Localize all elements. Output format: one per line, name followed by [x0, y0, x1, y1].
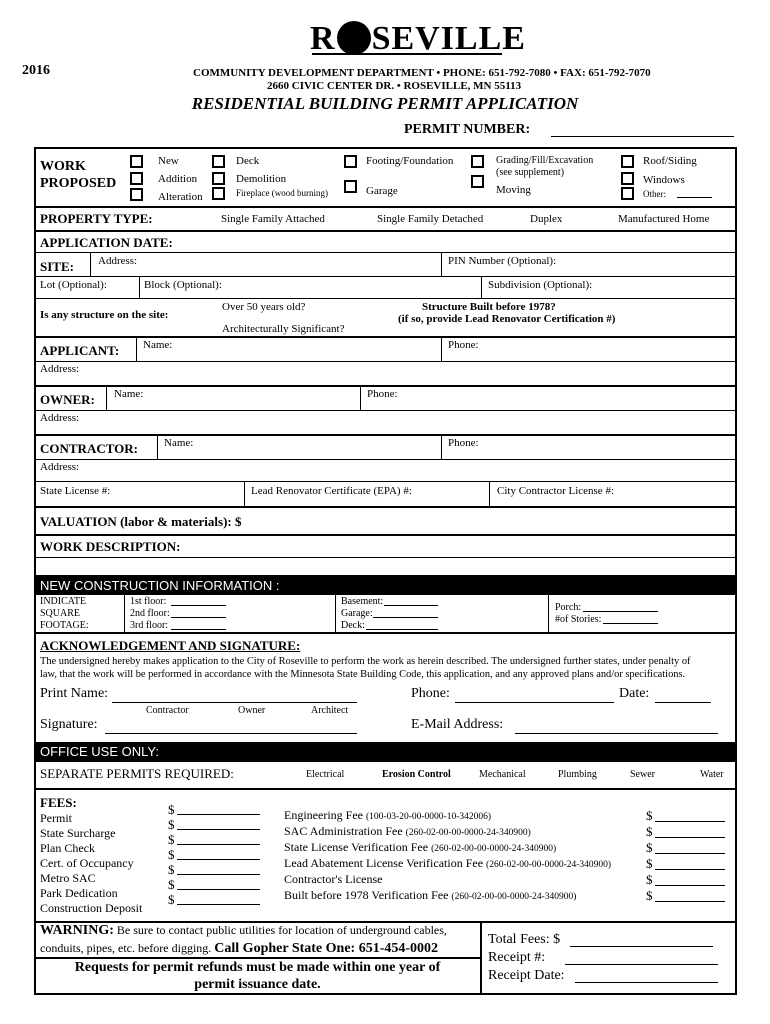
garage-label: Garage: [341, 608, 373, 619]
divider [34, 410, 737, 411]
stories-field[interactable] [603, 623, 658, 624]
roof-checkbox[interactable] [621, 155, 634, 168]
fee-dollar: $ [646, 872, 653, 887]
role-architect[interactable]: Architect [311, 705, 349, 716]
divider [139, 276, 140, 298]
divider [34, 534, 737, 536]
application-date-label: APPLICATION DATE: [40, 235, 173, 250]
architectural-question[interactable]: Architecturally Significant? [222, 323, 345, 335]
print-name-label: Print Name: [40, 686, 109, 701]
fee-item-code: (260-02-00-00-0000-24-340900) [431, 844, 557, 854]
divider [34, 206, 737, 208]
porch-label: Porch: [555, 602, 582, 613]
email-field[interactable] [515, 733, 718, 734]
fee-item-name: Contractor's License [284, 872, 383, 886]
logo-underline [312, 53, 502, 55]
fee-amount-field[interactable] [177, 859, 260, 860]
fee-item-name: Lead Abatement License Verification Fee [284, 856, 484, 870]
fee-dollar: $ [168, 877, 175, 892]
fee-item-code: (260-02-00-00-0000-24-340900) [486, 860, 612, 870]
site-address-field[interactable]: Address: [98, 255, 138, 267]
subdivision-field[interactable]: Subdivision (Optional): [488, 279, 593, 291]
property-duplex[interactable]: Duplex [530, 213, 563, 225]
pin-field[interactable]: PIN Number (Optional): [448, 255, 557, 267]
fee-dollar: $ [646, 856, 653, 871]
divider [90, 252, 91, 276]
deck-field[interactable] [366, 629, 438, 630]
garage-checkbox[interactable] [344, 180, 357, 193]
rose-icon [337, 21, 371, 55]
fee-dollar: $ [168, 832, 175, 847]
acknowledgement-text-1: The undersigned hereby makes application to the City of Roseville to perform the work as herein described. The undersigned further states, under penalty of [40, 656, 691, 667]
divider [124, 595, 125, 632]
fee-amount-field[interactable] [177, 874, 260, 875]
site-label: SITE: [40, 259, 74, 274]
property-manufactured[interactable]: Manufactured Home [618, 213, 710, 225]
acknowledgement-text-2: law, that the work will be performed in accordance with the Minnesota State Building Code, this application, and any approved plans and/or specifications. [40, 669, 686, 680]
divider [34, 557, 737, 558]
option-grading-note: (see supplement) [496, 167, 565, 178]
contractor-address-field[interactable]: Address: [40, 461, 80, 473]
logo-prefix: R [310, 20, 336, 57]
date-label: Date: [619, 686, 650, 701]
option-roof: Roof/Siding [643, 155, 697, 167]
fee-dollar: $ [646, 888, 653, 903]
grading-checkbox[interactable] [471, 155, 484, 168]
divider [244, 481, 245, 506]
warning-label: WARNING: [40, 923, 114, 938]
permit-water[interactable]: Water [700, 769, 724, 780]
alteration-checkbox[interactable] [130, 188, 143, 201]
state-license-field[interactable]: State License #: [40, 485, 111, 497]
fee-amount-field[interactable] [655, 853, 725, 854]
fee-item [284, 840, 556, 855]
property-type-label: PROPERTY TYPE: [40, 211, 153, 226]
receipt-date-label: Receipt Date: [488, 968, 565, 983]
divider [481, 276, 482, 298]
city-license-field[interactable]: City Contractor License #: [497, 485, 614, 497]
fee-dollar: $ [168, 862, 175, 877]
fee-amount-field[interactable] [177, 814, 260, 815]
structure-question: Is any structure on the site: [40, 309, 169, 321]
applicant-label: APPLICANT: [40, 343, 120, 358]
divider [136, 336, 137, 361]
fee-label: Construction Deposit [40, 901, 143, 915]
option-deck: Deck [236, 155, 260, 167]
fee-dollar: $ [646, 824, 653, 839]
owner-name-field[interactable]: Name: [114, 388, 144, 400]
fee-item-name: Engineering Fee [284, 808, 363, 822]
fee-dollar: $ [168, 892, 175, 907]
basement-field[interactable] [384, 605, 438, 606]
deck-label: Deck: [341, 620, 365, 631]
signature-field[interactable] [105, 733, 357, 734]
divider [548, 595, 549, 632]
logo-suffix: SEVILLE [371, 20, 526, 57]
work-label-1: WORK [40, 159, 86, 174]
refund-notice-1: Requests for permit refunds must be made within one year of [74, 960, 441, 975]
fee-amount-field[interactable] [655, 901, 725, 902]
fee-item-name: SAC Administration Fee [284, 824, 403, 838]
total-fees-field[interactable] [570, 946, 713, 947]
divider [34, 361, 737, 362]
garage-field[interactable] [373, 617, 438, 618]
third-floor-field[interactable] [171, 629, 226, 630]
fee-amount-field[interactable] [177, 889, 260, 890]
acknowledgement-header: ACKNOWLEDGEMENT AND SIGNATURE: [40, 638, 301, 653]
second-floor-label: 2nd floor: [130, 608, 170, 619]
role-owner[interactable]: Owner [238, 705, 266, 716]
contractor-label: CONTRACTOR: [40, 441, 138, 456]
contractor-name-field[interactable]: Name: [164, 437, 194, 449]
fee-item [284, 888, 576, 903]
footing-checkbox[interactable] [344, 155, 357, 168]
refund-notice-2: permit issuance date. [194, 977, 321, 992]
option-addition: Addition [158, 173, 198, 185]
new-checkbox[interactable] [130, 155, 143, 168]
other-field[interactable] [677, 197, 712, 198]
windows-checkbox[interactable] [621, 172, 634, 185]
dept-line: COMMUNITY DEVELOPMENT DEPARTMENT • PHONE: 651-792-7080 • FAX: 651-792-7070 [193, 67, 651, 79]
addition-checkbox[interactable] [130, 172, 143, 185]
basement-label: Basement: [341, 596, 384, 607]
valuation-label[interactable]: VALUATION (labor & materials): $ [40, 514, 242, 529]
other-checkbox[interactable] [621, 187, 634, 200]
divider [34, 252, 737, 253]
fee-label: Plan Check [40, 841, 95, 855]
permit-number-label: PERMIT NUMBER: [404, 122, 531, 137]
print-name-field[interactable] [112, 702, 357, 703]
contractor-phone-field[interactable]: Phone: [448, 437, 479, 449]
indicate-1: INDICATE [40, 596, 87, 607]
total-fees-label: Total Fees: $ [488, 932, 561, 947]
fee-dollar: $ [168, 802, 175, 817]
fee-amount-field[interactable] [177, 844, 260, 845]
divider [106, 385, 107, 410]
divider [360, 385, 361, 410]
divider [34, 481, 737, 482]
email-label: E-Mail Address: [411, 717, 504, 732]
option-moving: Moving [496, 184, 531, 196]
fee-amount-field[interactable] [655, 821, 725, 822]
permit-erosion[interactable]: Erosion Control [382, 769, 451, 780]
option-new: New [158, 155, 179, 167]
option-fireplace: Fireplace (wood burning) [236, 188, 328, 198]
permit-number-field[interactable] [551, 136, 734, 137]
separate-permits-label: SEPARATE PERMITS REQUIRED: [40, 766, 234, 781]
option-other: Other: [643, 189, 666, 199]
lead-cert-field[interactable]: Lead Renovator Certificate (EPA) #: [251, 485, 412, 497]
option-alteration: Alteration [158, 191, 203, 203]
divider [34, 434, 737, 436]
divider [34, 957, 481, 959]
divider [34, 506, 737, 508]
third-floor-label: 3rd floor: [130, 620, 169, 631]
moving-checkbox[interactable] [471, 175, 484, 188]
fees-label: FEES: [40, 795, 77, 810]
gopher-state-call: Call Gopher State One: 651-454-0002 [214, 941, 439, 956]
lot-field[interactable]: Lot (Optional): [40, 279, 107, 291]
permit-sewer[interactable]: Sewer [630, 769, 655, 780]
first-floor-label: 1st floor: [130, 596, 167, 607]
fee-dollar: $ [168, 817, 175, 832]
divider [34, 385, 737, 387]
receipt-field[interactable] [565, 964, 718, 965]
option-demolition: Demolition [236, 173, 287, 185]
divider [34, 459, 737, 460]
stories-label: #of Stories: [555, 614, 602, 625]
built-before-note: (if so, provide Lead Renovator Certification #) [398, 313, 616, 325]
permit-electrical[interactable]: Electrical [306, 769, 345, 780]
divider [34, 230, 737, 232]
porch-field[interactable] [583, 611, 658, 612]
phone-field[interactable] [455, 702, 614, 703]
property-sfa[interactable]: Single Family Attached [221, 213, 325, 225]
applicant-name-field[interactable]: Name: [143, 339, 173, 351]
phone-label: Phone: [411, 686, 450, 701]
warning-body: Be sure to contact public utilities for location of underground cables, [113, 923, 447, 937]
fee-label: Park Dedication [40, 886, 118, 900]
role-contractor[interactable]: Contractor [146, 705, 189, 716]
divider [441, 336, 442, 361]
address-line: 2660 CIVIC CENTER DR. • ROSEVILLE, MN 55113 [267, 80, 522, 92]
receipt-label: Receipt #: [488, 950, 546, 965]
permit-plumbing[interactable]: Plumbing [558, 769, 597, 780]
divider [441, 252, 442, 276]
fee-label: State Surcharge [40, 826, 116, 840]
work-label-2: PROPOSED [40, 176, 117, 191]
office-use-header: OFFICE USE ONLY: [34, 742, 737, 762]
divider [34, 632, 737, 634]
form-year: 2016 [22, 63, 50, 78]
fee-item-code: (100-03-20-00-0000-10-342006) [365, 812, 492, 822]
fee-item [284, 872, 382, 887]
owner-address-field[interactable]: Address: [40, 412, 80, 424]
divider [441, 434, 442, 459]
over50-question[interactable]: Over 50 years old? [222, 301, 306, 313]
applicant-phone-field[interactable]: Phone: [448, 339, 479, 351]
option-garage: Garage [366, 185, 398, 197]
date-field[interactable] [655, 702, 711, 703]
fee-dollar: $ [646, 808, 653, 823]
divider [34, 298, 737, 299]
divider [34, 336, 737, 338]
option-windows: Windows [643, 174, 685, 186]
property-sfd[interactable]: Single Family Detached [377, 213, 484, 225]
option-footing: Footing/Foundation [366, 155, 454, 167]
fee-amount-field[interactable] [177, 904, 260, 905]
fee-label: Permit [40, 811, 72, 825]
fee-item-name: State License Verification Fee [284, 840, 429, 854]
fee-item [284, 824, 531, 839]
fee-item-code: (260-02-00-00-0000-24-340900) [451, 892, 577, 902]
option-grading: Grading/Fill/Excavation [496, 155, 594, 166]
divider [335, 595, 336, 632]
indicate-2: SQUARE [40, 608, 81, 619]
fee-amount-field[interactable] [655, 837, 725, 838]
new-construction-header: NEW CONSTRUCTION INFORMATION : [34, 576, 737, 595]
divider [489, 481, 490, 506]
signature-label: Signature: [40, 717, 98, 732]
fee-dollar: $ [646, 840, 653, 855]
work-description-label: WORK DESCRIPTION: [40, 539, 181, 554]
fee-amount-field[interactable] [655, 869, 725, 870]
fee-item [284, 808, 491, 823]
fee-amount-field[interactable] [177, 829, 260, 830]
block-field[interactable]: Block (Optional): [144, 279, 222, 291]
fireplace-checkbox[interactable] [212, 187, 225, 200]
divider [157, 434, 158, 459]
applicant-address-field[interactable]: Address: [40, 363, 80, 375]
page-title: RESIDENTIAL BUILDING PERMIT APPLICATION [191, 94, 579, 113]
fee-amount-field[interactable] [655, 885, 725, 886]
owner-label: OWNER: [40, 392, 95, 407]
fee-label: Cert. of Occupancy [40, 856, 134, 870]
built-before-1978[interactable]: Structure Built before 1978? [422, 301, 556, 313]
fee-item-name: Built before 1978 Verification Fee [284, 888, 449, 902]
warning-text-1 [40, 923, 447, 939]
first-floor-field[interactable] [171, 605, 226, 606]
demolition-checkbox[interactable] [212, 172, 225, 185]
permit-mechanical[interactable]: Mechanical [479, 769, 526, 780]
indicate-3: FOOTAGE: [40, 620, 89, 631]
receipt-date-field[interactable] [575, 982, 718, 983]
warning-body-2: conduits, pipes, etc. before digging. [40, 941, 212, 955]
deck-checkbox[interactable] [212, 155, 225, 168]
warning-text-2 [40, 941, 438, 957]
fee-label: Metro SAC [40, 871, 96, 885]
second-floor-field[interactable] [171, 617, 226, 618]
fee-item [284, 856, 611, 871]
fee-item-code: (260-02-00-00-0000-24-340900) [405, 828, 531, 838]
owner-phone-field[interactable]: Phone: [367, 388, 398, 400]
fee-dollar: $ [168, 847, 175, 862]
divider [34, 788, 737, 790]
